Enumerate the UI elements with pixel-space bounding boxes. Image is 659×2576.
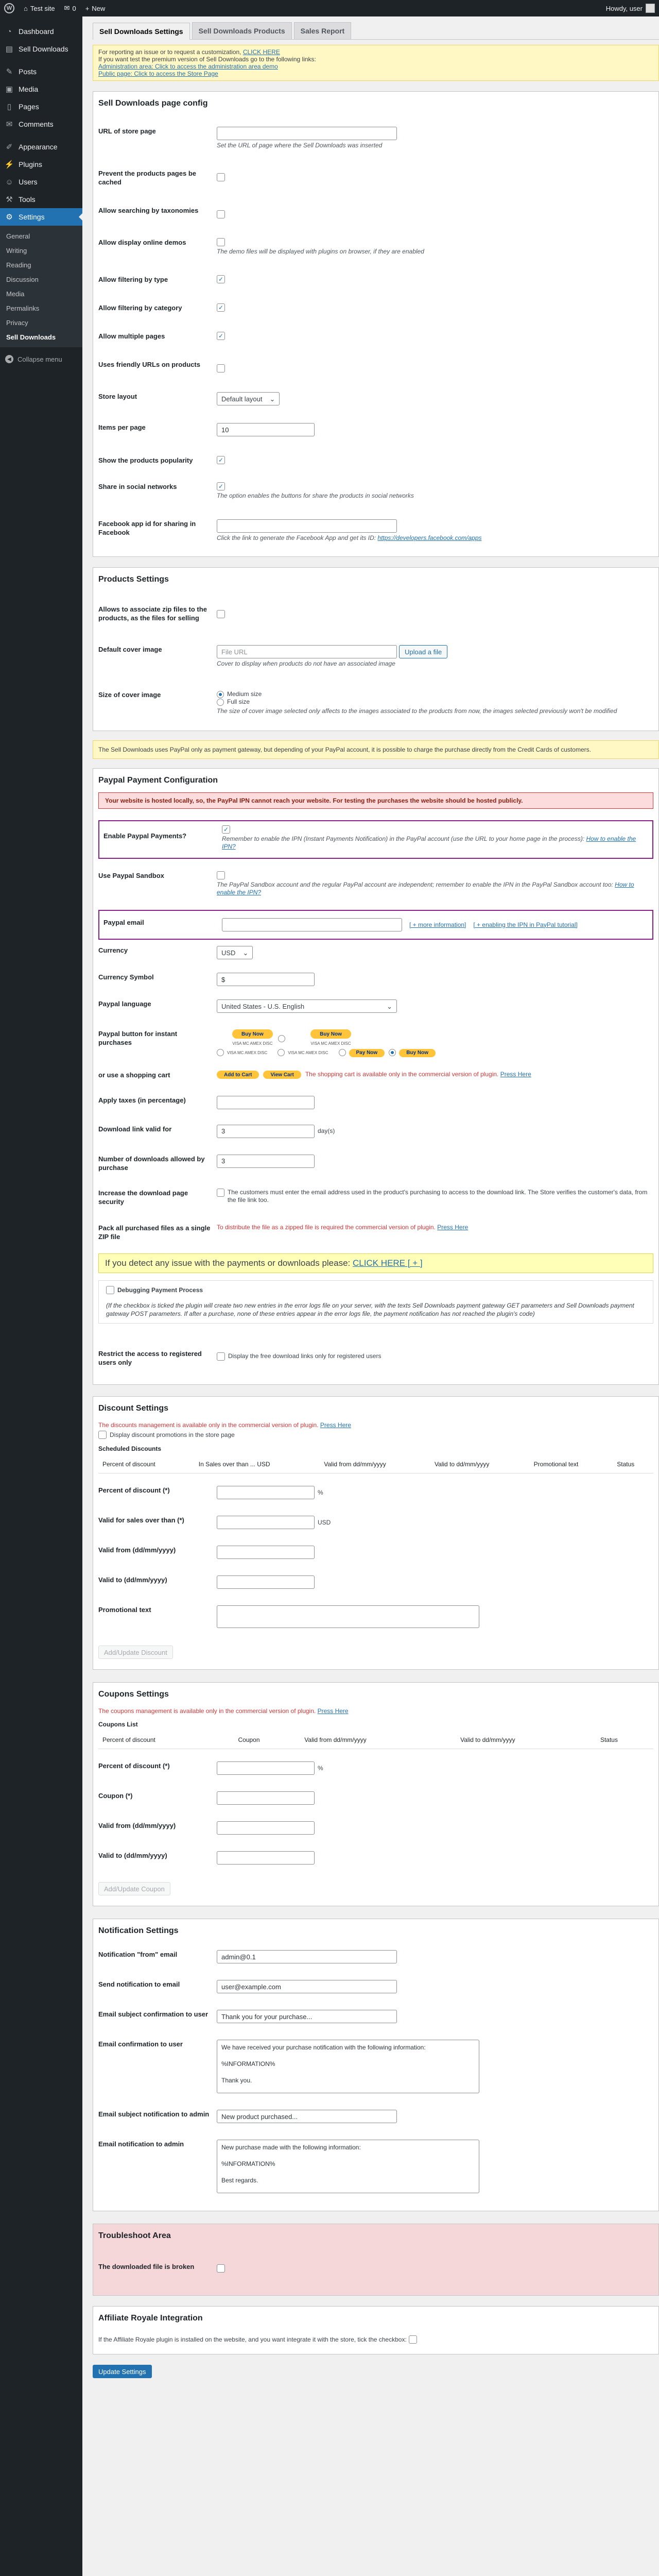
items-per-page-input[interactable]: 10 — [217, 423, 315, 436]
notice-text-2: If you want test the premium version of Sell Downloads go to the following links: — [98, 56, 316, 63]
coupon-from-label: Valid from (dd/mm/yyyy) — [98, 1822, 176, 1830]
discount-note: The discounts management is available only in the commercial version of plugin. — [98, 1421, 320, 1429]
admin-sidebar — [0, 16, 82, 2576]
page-config-panel — [93, 91, 659, 557]
add-to-cart-pill: Add to Cart — [217, 1071, 259, 1079]
tab-sales-report[interactable]: Sales Report — [294, 22, 352, 39]
menu-users[interactable] — [0, 173, 82, 191]
num-downloads-input[interactable]: 3 — [217, 1155, 315, 1168]
menu-label: Settings — [19, 213, 45, 221]
table-header: Valid from dd/mm/yyyy — [320, 1455, 430, 1473]
paypal-button-label: Paypal button for instant purchases — [98, 1030, 178, 1046]
display-promo-label: Display discount promotions in the store page — [110, 1431, 235, 1439]
currency-value: USD — [221, 948, 236, 957]
allow-demos-desc: The demo files will be displayed with plugins on browser, if they are enabled — [217, 248, 424, 255]
admin-subject-label: Email subject notification to admin — [98, 2110, 210, 2119]
user-confirmation-label: Email confirmation to user — [98, 2040, 183, 2048]
menu-comments[interactable] — [0, 115, 82, 133]
more-info-link[interactable]: [ + more information] — [409, 921, 466, 928]
restrict-desc: Display the free download links only for registered users — [228, 1352, 381, 1360]
plugin-icon: ⚡ — [4, 160, 14, 169]
account-menu[interactable] — [606, 4, 655, 13]
sandbox-label: Use Paypal Sandbox — [98, 872, 164, 879]
chevron-down-icon: ⌄ — [269, 395, 275, 403]
admin-bar — [0, 0, 659, 16]
discount-percent-input[interactable] — [217, 1486, 315, 1499]
submenu-media[interactable]: Media — [6, 290, 25, 298]
coupons-press-here-link[interactable]: Press Here — [317, 1707, 349, 1715]
user-subject-input[interactable]: Thank you for your purchase... — [217, 2010, 397, 2023]
update-settings-button[interactable]: Update Settings — [93, 2365, 152, 2378]
tab-products[interactable]: Sell Downloads Products — [192, 22, 292, 39]
language-value: United States - U.S. English — [221, 1002, 305, 1010]
submenu-general[interactable]: General — [6, 232, 30, 240]
user-subject-label: Email subject confirmation to user — [98, 2010, 209, 2019]
section-title: Coupons Settings — [98, 1690, 169, 1699]
new-content-menu[interactable] — [85, 5, 106, 12]
send-email-label: Send notification to email — [98, 1980, 180, 1989]
menu-media[interactable] — [0, 80, 82, 98]
num-downloads-label: Number of downloads allowed by purchase — [98, 1155, 205, 1172]
menu-label: Plugins — [19, 160, 42, 168]
table-header: Percent of discount — [98, 1455, 195, 1473]
allow-demos-checkbox[interactable] — [217, 238, 225, 246]
filter-type-label: Allow filtering by type — [98, 276, 168, 283]
share-desc: The option enables the buttons for share the products in social networks — [217, 492, 414, 499]
coupons-list-title: Coupons List — [98, 1721, 138, 1728]
friendly-urls-label: Uses friendly URLs on products — [98, 361, 200, 368]
taxes-label: Apply taxes (in percentage) — [98, 1096, 186, 1104]
report-issue-link[interactable]: CLICK HERE — [242, 48, 280, 56]
popularity-label: Show the products popularity — [98, 456, 193, 464]
discount-press-here-link[interactable]: Press Here — [320, 1421, 351, 1429]
coupons-note: The coupons management is available only in the commercial version of plugin. — [98, 1707, 318, 1715]
buy-now-style-2[interactable] — [310, 1029, 351, 1047]
full-size-label: Full size — [227, 698, 250, 705]
submenu-sell-downloads[interactable]: Sell Downloads — [6, 333, 56, 341]
percent-unit: % — [318, 1764, 323, 1772]
view-cart-pill: View Cart — [263, 1071, 301, 1079]
cards-text: VISA MC AMEX DISC — [232, 1041, 273, 1046]
cover-size-label: Size of cover image — [98, 691, 161, 699]
table-header: Status — [613, 1455, 653, 1473]
cover-size-desc: The size of cover image selected only affects to the images associated to the products from now, the images selected previously won't be modified — [217, 707, 617, 715]
sales-over-input[interactable] — [217, 1516, 315, 1529]
add-discount-button[interactable]: Add/Update Discount — [98, 1646, 173, 1659]
filter-category-label: Allow filtering by category — [98, 304, 182, 312]
pin-icon: ✎ — [6, 67, 13, 76]
cover-url-input[interactable]: File URL — [217, 645, 397, 658]
friendly-urls-checkbox[interactable] — [217, 364, 225, 372]
submenu-discussion[interactable]: Discussion — [6, 275, 39, 283]
cards-text: VISA MC AMEX DISC — [310, 1041, 351, 1046]
percent-unit: % — [318, 1488, 323, 1496]
cover-desc: Cover to display when products do not have an associated image — [217, 660, 395, 667]
coupons-table — [98, 1731, 653, 1749]
discount-panel — [93, 1396, 659, 1670]
paypal-panel — [93, 768, 659, 1385]
ipn-tutorial-link[interactable]: [ + enabling the IPN in PayPal tutorial] — [473, 921, 578, 928]
info-notice — [93, 45, 659, 81]
menu-label: Posts — [19, 67, 37, 76]
from-email-input[interactable]: admin@0.1 — [217, 1950, 397, 1963]
store-url-label: URL of store page — [98, 127, 156, 135]
menu-label: Users — [19, 178, 38, 186]
store-url-desc: Set the URL of page where the Sell Downloads was inserted — [217, 142, 383, 149]
store-url-input[interactable] — [217, 127, 397, 140]
sandbox-checkbox[interactable] — [217, 871, 225, 879]
collapse-icon: ◀ — [5, 355, 13, 363]
site-name: Test site — [30, 4, 55, 12]
user-confirmation-textarea[interactable]: We have received your purchase notification with the following information: %INFORMATION% Thank you. — [217, 2040, 479, 2093]
menu-posts[interactable] — [0, 63, 82, 80]
coupon-to-input[interactable] — [217, 1851, 315, 1865]
multiple-pages-label: Allow multiple pages — [98, 332, 165, 340]
menu-sell-downloads[interactable] — [0, 40, 82, 58]
comments-count: 0 — [72, 4, 76, 12]
broken-file-label: The downloaded file is broken — [98, 2263, 195, 2271]
security-desc: The customers must enter the email address used in the product's purchasing to access to the download link. The Store verifies the customer's data, from the file link too. — [227, 1188, 648, 1204]
button-style-radio-1[interactable] — [278, 1035, 285, 1042]
nav-tabs — [93, 16, 659, 40]
affiliate-panel — [93, 2306, 659, 2354]
usd-unit: USD — [318, 1518, 331, 1526]
currency-select[interactable] — [217, 946, 253, 959]
section-title: Paypal Payment Configuration — [98, 776, 218, 785]
pay-now-pill[interactable]: Pay Now — [349, 1049, 385, 1057]
coupon-percent-label: Percent of discount (*) — [98, 1762, 170, 1770]
submenu-privacy[interactable]: Privacy — [6, 318, 28, 327]
section-title: Sell Downloads page config — [98, 99, 208, 108]
sandbox-ipn-link[interactable]: How to enable the IPN? — [217, 881, 634, 896]
menu-label: Dashboard — [19, 27, 54, 36]
store-layout-label: Store layout — [98, 393, 137, 400]
paypal-email-label: Paypal email — [103, 919, 144, 926]
promo-text-textarea[interactable] — [217, 1605, 479, 1628]
download-icon: ▤ — [5, 45, 13, 54]
zip-press-here-link[interactable]: Press Here — [437, 1223, 469, 1231]
enable-paypal-checkbox[interactable]: ✓ — [222, 825, 230, 834]
page-icon: ▯ — [7, 103, 12, 111]
users-icon: ☺ — [5, 177, 13, 187]
store-layout-value: Default layout — [221, 395, 263, 403]
currency-symbol-input[interactable]: $ — [217, 973, 315, 986]
cards-text: VISA MC AMEX DISC — [227, 1050, 268, 1055]
admin-notification-textarea[interactable]: New purchase made with the following information: %INFORMATION% Best regards. — [217, 2140, 479, 2193]
menu-label: Pages — [19, 103, 39, 111]
notification-panel — [93, 1919, 659, 2211]
debug-checkbox[interactable] — [106, 1286, 114, 1294]
menu-label: Appearance — [19, 143, 58, 151]
coupons-panel — [93, 1682, 659, 1906]
share-checkbox[interactable]: ✓ — [217, 482, 225, 490]
menu-label: Sell Downloads — [19, 45, 68, 53]
settings-icon: ⚙ — [6, 213, 13, 222]
shopping-cart-label: or use a shopping cart — [98, 1071, 170, 1079]
zip-all-note: To distribute the file as a zipped file is required the commercial version of plugin. — [217, 1223, 438, 1231]
link-valid-input[interactable]: 3 — [217, 1125, 315, 1138]
discount-from-input[interactable] — [217, 1546, 315, 1559]
debug-title: Debugging Payment Process — [117, 1286, 203, 1294]
new-label: New — [92, 4, 106, 12]
coupon-percent-input[interactable] — [217, 1761, 315, 1775]
promo-text-label: Promotional text — [98, 1606, 151, 1614]
from-email-label: Notification "from" email — [98, 1951, 178, 1959]
admin-subject-input[interactable]: New product purchased... — [217, 2110, 397, 2123]
products-panel — [93, 567, 659, 731]
affiliate-checkbox[interactable] — [409, 2335, 417, 2344]
default-cover-label: Default cover image — [98, 646, 162, 653]
section-title: Affiliate Royale Integration — [98, 2314, 203, 2323]
coupon-code-input[interactable] — [217, 1791, 315, 1805]
broken-file-checkbox[interactable] — [217, 2264, 225, 2273]
troubleshoot-panel — [93, 2224, 659, 2296]
store-layout-select[interactable] — [217, 392, 280, 405]
issue-text: If you detect any issue with the payments or downloads please: — [105, 1258, 353, 1268]
buy-now-label: Buy Now — [232, 1029, 273, 1039]
wp-logo-menu[interactable] — [4, 3, 14, 13]
link-valid-unit: day(s) — [318, 1127, 335, 1134]
sales-over-label: Valid for sales over than (*) — [98, 1516, 184, 1524]
howdy-text: Howdy, user — [605, 4, 643, 12]
security-label: Increase the download page security — [98, 1189, 188, 1206]
affiliate-section — [93, 2306, 659, 2354]
brush-icon: ✐ — [6, 143, 13, 151]
full-size-radio[interactable] — [217, 699, 224, 706]
coupon-code-label: Coupon (*) — [98, 1792, 133, 1800]
table-header: Valid from dd/mm/yyyy — [300, 1731, 456, 1749]
allow-demos-label: Allow display online demos — [98, 239, 186, 246]
admin-demo-link[interactable]: Administration area: Click to access the administration area demo — [98, 63, 278, 70]
restrict-checkbox[interactable] — [217, 1352, 225, 1361]
prevent-cache-checkbox[interactable] — [217, 173, 225, 181]
filter-category-checkbox[interactable]: ✓ — [217, 303, 225, 312]
fb-desc: Click the link to generate the Facebook App and get its ID: — [217, 534, 378, 541]
settings-submenu — [0, 226, 82, 347]
discount-to-label: Valid to (dd/mm/yyyy) — [98, 1576, 167, 1584]
submenu-writing[interactable]: Writing — [6, 246, 27, 255]
home-icon: ⌂ — [24, 4, 28, 12]
fb-apps-link[interactable]: https://developers.facebook.com/apps — [377, 534, 482, 541]
page-config-section — [93, 91, 659, 557]
discount-section — [93, 1396, 659, 1670]
menu-dashboard[interactable] — [0, 23, 82, 40]
restrict-label: Restrict the access to registered users only — [98, 1350, 202, 1367]
table-header: Status — [596, 1731, 653, 1749]
currency-symbol-label: Currency Symbol — [98, 973, 154, 981]
link-valid-label: Download link valid for — [98, 1125, 172, 1133]
affiliate-desc: If the Affiliate Royale plugin is installed on the website, and you want integrate it with the store, tick the checkbox: — [98, 2336, 407, 2344]
cart-note: The shopping cart is available only in the commercial version of plugin. — [305, 1070, 500, 1078]
tab-settings[interactable]: Sell Downloads Settings — [93, 23, 190, 40]
paypal-language-select[interactable] — [217, 999, 397, 1013]
issue-click-here-link[interactable]: CLICK HERE [ + ] — [353, 1258, 423, 1268]
avatar — [646, 4, 655, 13]
zip-files-checkbox[interactable] — [217, 610, 225, 618]
scheduled-discounts-title: Scheduled Discounts — [98, 1445, 162, 1453]
sandbox-desc: The PayPal Sandbox account and the regular PayPal account are independent; remember to enable the IPN in the PayPal Sandbox account too: — [217, 881, 615, 888]
admin-notification-label: Email notification to admin — [98, 2140, 184, 2148]
wrench-icon: ⚒ — [6, 195, 13, 204]
filter-type-checkbox[interactable]: ✓ — [217, 275, 225, 283]
fb-app-label: Facebook app id for sharing in Facebook — [98, 520, 196, 536]
debug-desc: (If the checkbox is ticked the plugin will create two new entries in the error logs file on your server, with the texts Sell Downloads payment gateway GET parameters and Sell Downloads payment gateway POST parameters. If after a purchase, none of these entries appear in the error logs file, the payment notification has not reached the plugin's code) — [106, 1302, 634, 1318]
discounts-table — [98, 1455, 653, 1473]
button-style-radio-2[interactable] — [217, 1049, 224, 1056]
zip-all-label: Pack all purchased files as a single ZIP file — [98, 1224, 211, 1241]
button-style-radio-3[interactable] — [278, 1049, 285, 1056]
chevron-down-icon: ⌄ — [387, 1002, 392, 1010]
paypal-section — [93, 768, 659, 1385]
enable-paypal-label: Enable Paypal Payments? — [103, 832, 187, 840]
coupon-from-input[interactable] — [217, 1821, 315, 1835]
menu-label: Tools — [19, 195, 36, 204]
menu-pages[interactable] — [0, 98, 82, 115]
notice-text: For reporting an issue or to request a customization, — [98, 48, 243, 56]
security-checkbox[interactable] — [217, 1189, 224, 1197]
site-name-menu[interactable] — [24, 5, 55, 12]
comment-icon: ✉ — [6, 120, 13, 129]
troubleshoot-section — [93, 2224, 659, 2296]
items-per-page-label: Items per page — [98, 423, 146, 431]
comments-menu[interactable] — [64, 4, 76, 12]
send-email-input[interactable]: user@example.com — [217, 1980, 397, 1993]
store-demo-link[interactable]: Public page: Click to access the Store Page — [98, 70, 218, 77]
table-header: In Sales over than ... USD — [195, 1455, 320, 1473]
section-title: Troubleshoot Area — [98, 2231, 171, 2241]
taxes-input[interactable] — [217, 1096, 315, 1109]
discount-to-input[interactable] — [217, 1575, 315, 1589]
buy-now-style-1[interactable] — [232, 1029, 273, 1047]
coupons-section — [93, 1682, 659, 1906]
multiple-pages-checkbox[interactable]: ✓ — [217, 332, 225, 340]
share-label: Share in social networks — [98, 483, 177, 490]
products-section — [93, 567, 659, 731]
paypal-email-input[interactable] — [222, 918, 402, 931]
chevron-down-icon: ⌄ — [242, 948, 249, 957]
section-title: Discount Settings — [98, 1404, 169, 1413]
enable-paypal-desc: Remember to enable the IPN (Instant Payments Notification) in the PayPal account (use the URL to your home page in the process): — [222, 835, 586, 842]
allow-search-label: Allow searching by taxonomies — [98, 207, 199, 214]
currency-label: Currency — [98, 946, 128, 954]
discount-percent-label: Percent of discount (*) — [98, 1486, 170, 1495]
cards-text: VISA MC AMEX DISC — [288, 1050, 328, 1055]
media-icon: ▣ — [5, 85, 13, 94]
buy-now-label: Buy Now — [310, 1029, 351, 1039]
comment-icon: ✉ — [64, 4, 70, 12]
allow-search-checkbox[interactable] — [217, 210, 225, 218]
menu-tools[interactable] — [0, 191, 82, 208]
notification-section — [93, 1919, 659, 2211]
medium-size-radio[interactable] — [217, 691, 224, 698]
zip-files-label: Allows to associate zip files to the products, as the files for selling — [98, 605, 207, 622]
button-style-radio-4[interactable] — [339, 1049, 346, 1056]
wordpress-icon: W — [4, 3, 14, 13]
medium-size-label: Medium size — [227, 690, 262, 698]
plus-icon: + — [85, 4, 90, 12]
table-header: Valid to dd/mm/yyyy — [456, 1731, 596, 1749]
upload-file-button[interactable]: Upload a file — [399, 645, 447, 658]
table-header: Promotional text — [530, 1455, 613, 1473]
menu-label: Comments — [19, 120, 54, 128]
local-host-warning: Your website is hosted locally, so, the PayPal IPN cannot reach your website. For testing the purchases the website should be hosted publicly. — [98, 792, 653, 809]
gateway-notice: The Sell Downloads uses PayPal only as payment gateway, but depending of your PayPal account, it is possible to charge the purchase directly from the Credit Cards of customers. — [93, 740, 659, 759]
menu-plugins[interactable] — [0, 156, 82, 173]
prevent-cache-label: Prevent the products pages be cached — [98, 170, 196, 186]
collapse-menu-button[interactable] — [0, 350, 82, 368]
table-header: Valid to dd/mm/yyyy — [430, 1455, 530, 1473]
button-style-radio-5[interactable] — [389, 1049, 396, 1056]
main-content — [93, 16, 659, 2378]
popularity-checkbox[interactable]: ✓ — [217, 456, 225, 464]
display-promo-checkbox[interactable] — [98, 1431, 107, 1439]
table-header: Coupon — [234, 1731, 300, 1749]
add-coupon-button[interactable]: Add/Update Coupon — [98, 1882, 170, 1895]
coupon-to-label: Valid to (dd/mm/yyyy) — [98, 1852, 167, 1860]
dashboard-icon: ◔ — [7, 27, 12, 36]
section-title: Products Settings — [98, 575, 169, 584]
menu-appearance[interactable] — [0, 138, 82, 156]
paypal-language-label: Paypal language — [98, 1000, 151, 1008]
cart-press-here-link[interactable]: Press Here — [500, 1070, 531, 1078]
collapse-label: Collapse menu — [18, 355, 62, 363]
section-title: Notification Settings — [98, 1926, 179, 1936]
discount-from-label: Valid from (dd/mm/yyyy) — [98, 1546, 176, 1554]
buy-now-pill[interactable]: Buy Now — [399, 1049, 436, 1057]
menu-settings[interactable] — [0, 208, 82, 226]
submenu-permalinks[interactable]: Permalinks — [6, 304, 40, 312]
table-header: Percent of discount — [98, 1731, 234, 1749]
menu-label: Media — [19, 85, 39, 93]
fb-app-input[interactable] — [217, 519, 397, 533]
enable-ipn-link[interactable]: How to enable the IPN? — [222, 835, 636, 850]
submenu-reading[interactable]: Reading — [6, 261, 31, 269]
